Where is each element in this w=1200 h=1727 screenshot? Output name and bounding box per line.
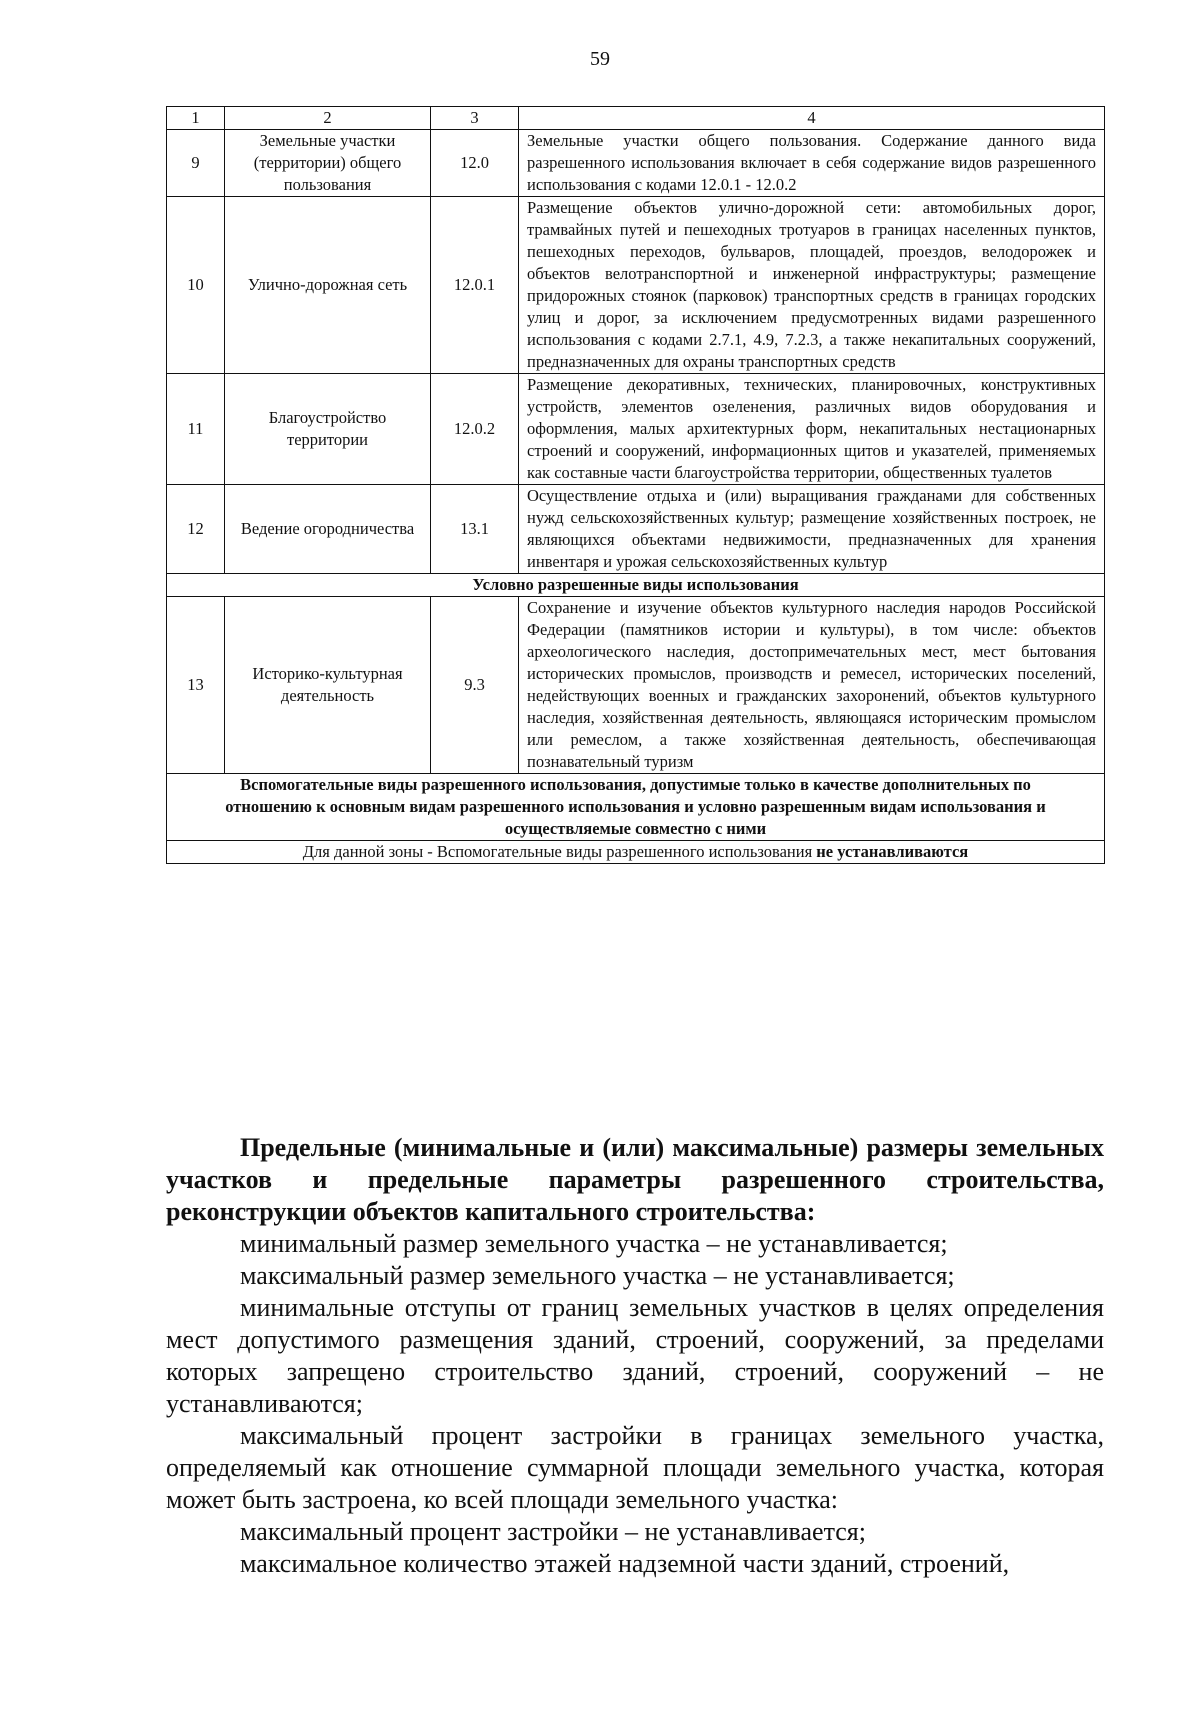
table-row — [167, 597, 1105, 774]
parameter-paragraph: минимальные отступы от границ земельных участков в целях определения мест допустимого размещения зданий, строений, сооружений, за пределами которых запрещено строительство зданий, строений, сооружений – не устанавливаются; — [166, 1293, 1104, 1418]
parameter-paragraph: максимальный размер земельного участка – не устанавливается; — [240, 1261, 955, 1290]
parameter-paragraph: максимальный процент застройки – не устанавливается; — [240, 1517, 866, 1546]
use-type-description: Размещение декоративных, технических, планировочных, конструктивных устройств, элементов озеленения, различных видов оборудования и оформления, малых архитектурных форм, некапитальных нестационарных строений и сооружений, информационных щитов и указателей, применяемых как составные части благоустройства территории, общественных туалетов — [519, 374, 1105, 485]
header-cell-1: 1 — [167, 107, 225, 130]
section-heading-row — [167, 774, 1105, 841]
use-type-name: Земельные участки (территории) общего пользования — [225, 130, 431, 197]
use-type-code: 12.0.1 — [431, 197, 519, 374]
use-type-description: Земельные участки общего пользования. Содержание данного вида разрешенного использования включает в себя содержание видов разрешенного использования с кодами 12.0.1 - 12.0.2 — [519, 130, 1105, 197]
row-number: 11 — [167, 374, 225, 485]
parameter-paragraph: минимальный размер земельного участка – не устанавливается; — [240, 1229, 948, 1258]
table-row — [167, 197, 1105, 374]
parameter-paragraph: максимальное количество этажей надземной части зданий, строений, — [240, 1549, 1010, 1578]
auxiliary-uses-note — [167, 841, 1105, 864]
auxiliary-note-text: Для данной зоны - Вспомогательные виды разрешенного использования — [302, 842, 817, 861]
auxiliary-uses-heading: Вспомогательные виды разрешенного использования, допустимые только в качестве дополнительных по отношению к основным видам разрешенного использования и условно разрешенным видам использования и осуществляемые совместно с ними — [167, 774, 1105, 841]
table-row — [167, 485, 1105, 574]
conditional-uses-heading: Условно разрешенные виды использования — [167, 574, 1105, 597]
table-row — [167, 130, 1105, 197]
use-type-description: Осуществление отдыха и (или) выращивания гражданами для собственных нужд сельскохозяйственных культур; размещение хозяйственных построек, не являющихся объектами недвижимости, предназначенных для хранения инвентаря и урожая сельскохозяйственных культур — [519, 485, 1105, 574]
header-cell-3: 3 — [431, 107, 519, 130]
page-number: 59 — [590, 48, 610, 70]
use-type-name: Улично-дорожная сеть — [225, 197, 431, 374]
auxiliary-note-bold: не устанавливаются — [816, 842, 969, 861]
section-heading-row — [167, 574, 1105, 597]
use-type-description: Размещение объектов улично-дорожной сети: автомобильных дорог, трамвайных путей и пешеходных тротуаров в границах населенных пунктов, пешеходных переходов, бульваров, площадей, проездов, велодорожек и объектов велотранспортной и инженерной инфраструктуры; размещение придорожных стоянок (парковок) транспортных средств в границах городских улиц и дорог, за исключением предусмотренных видами разрешенного использования с кодами 2.7.1, 4.9, 7.2.3, а также некапитальных сооружений, предназначенных для охраны транспортных средств — [519, 197, 1105, 374]
use-type-code: 13.1 — [431, 485, 519, 574]
header-cell-4: 4 — [519, 107, 1105, 130]
use-type-code: 12.0.2 — [431, 374, 519, 485]
land-use-table — [166, 106, 1105, 864]
table-row — [167, 374, 1105, 485]
note-row — [167, 841, 1105, 864]
parameter-paragraph: максимальный процент застройки в границах земельного участка, определяемый как отношение суммарной площади земельного участка, которая может быть застроена, ко всей площади земельного участка: — [166, 1421, 1104, 1514]
table-header-row — [167, 107, 1105, 130]
use-type-code: 9.3 — [431, 597, 519, 774]
parameters-heading: Предельные (минимальные и (или) максимальные) размеры земельных участков и предельные параметры разрешенного строительства, реконструкции объектов капитального строительства: — [166, 1133, 1104, 1226]
use-type-name: Историко-культурная деятельность — [225, 597, 431, 774]
use-type-name: Ведение огородничества — [225, 485, 431, 574]
row-number: 9 — [167, 130, 225, 197]
use-type-code: 12.0 — [431, 130, 519, 197]
header-cell-2: 2 — [225, 107, 431, 130]
row-number: 10 — [167, 197, 225, 374]
use-type-name: Благоустройство территории — [225, 374, 431, 485]
row-number: 12 — [167, 485, 225, 574]
row-number: 13 — [167, 597, 225, 774]
parameters-section — [166, 1132, 1104, 1580]
use-type-description: Сохранение и изучение объектов культурного наследия народов Российской Федерации (памятников истории и культуры), в том числе: объектов археологического наследия, достопримечательных мест, мест бытования исторических промыслов, производств и ремесел, исторических поселений, недействующих военных и гражданских захоронений, объектов культурного наследия, хозяйственная деятельность, являющаяся историческим промыслом или ремеслом, а также хозяйственная деятельность, обеспечивающая познавательный туризм — [519, 597, 1105, 774]
